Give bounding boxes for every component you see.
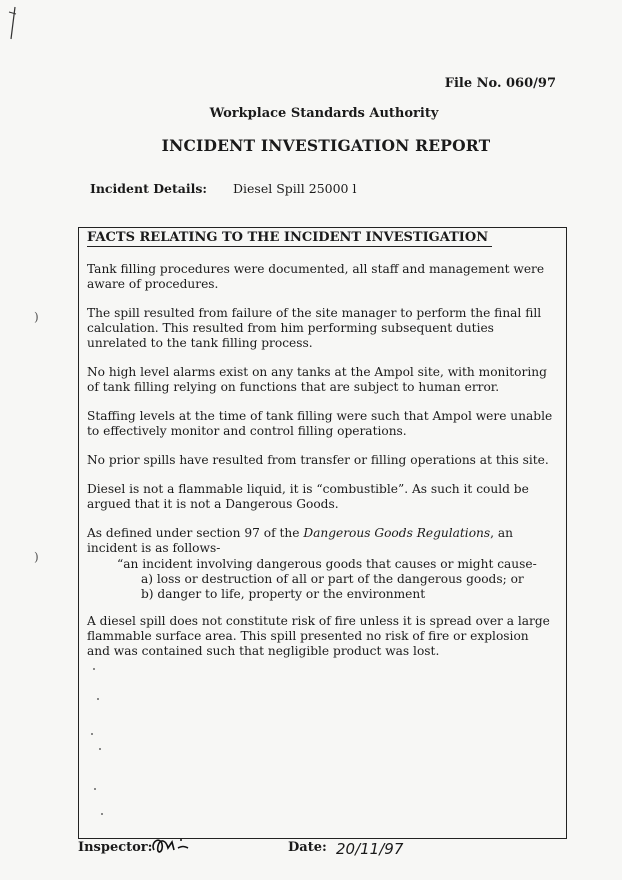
scan-speck xyxy=(91,733,93,735)
file-number: File No. 060/97 xyxy=(444,76,556,91)
fact-paragraph: No high level alarms exist on any tanks at the Ampol site, with monitoring of tank filling relying on functions that are subject to human error. xyxy=(87,365,547,394)
definition-text-end: , an incident is as follows- xyxy=(87,526,514,555)
inspector-label: Inspector: xyxy=(78,840,153,855)
scan-speck xyxy=(93,668,95,670)
fact-paragraph: Staffing levels at the time of tank filling were such that Ampol were unable to effectively monitor and control filling operations. xyxy=(87,409,553,438)
quote-item-a: a) loss or destruction of all or part of the dangerous goods; or xyxy=(141,572,524,586)
pen-mark xyxy=(8,6,18,40)
inspector-signature xyxy=(148,832,198,860)
incident-details xyxy=(90,181,356,196)
scan-speck xyxy=(97,698,99,700)
scan-speck xyxy=(101,813,103,815)
incident-value: Diesel Spill 25000 l xyxy=(233,181,357,196)
authority-name: Workplace Standards Authority xyxy=(209,106,439,121)
regulation-name: Dangerous Goods Regulations xyxy=(303,526,491,540)
regulation-quote xyxy=(117,557,555,602)
fact-paragraph: No prior spills have resulted from transfer or filling operations at this site. xyxy=(87,453,549,467)
fact-paragraph: A diesel spill does not constitute risk of fire unless it is spread over a large flammable surface area. This spill presented no risk of fire or explosion and was contained such that negligible product was lost. xyxy=(87,614,550,658)
date-label: Date: xyxy=(288,840,327,855)
fact-paragraph: Tank filling procedures were documented, all staff and management were aware of procedures. xyxy=(87,262,545,291)
facts-heading: FACTS RELATING TO THE INCIDENT INVESTIGATION xyxy=(87,230,492,247)
incident-label: Incident Details: xyxy=(90,181,208,196)
facts-body xyxy=(87,262,555,673)
fact-paragraph: The spill resulted from failure of the site manager to perform the final fill calculation. This resulted from him performing subsequent duties unrelated to the tank filling process. xyxy=(87,306,542,350)
scan-speck xyxy=(94,788,96,790)
punch-hole-mark: ) xyxy=(34,310,39,324)
fact-paragraph-definition xyxy=(87,526,555,556)
quote-line: “an incident involving dangerous goods that causes or might cause- xyxy=(117,557,537,571)
definition-text: As defined under section 97 of the xyxy=(87,526,304,540)
quote-item-b: b) danger to life, property or the environment xyxy=(141,587,426,601)
punch-hole-mark: ) xyxy=(34,550,39,564)
scan-speck xyxy=(99,748,101,750)
date-value: 20/11/97 xyxy=(336,840,404,858)
report-title: INCIDENT INVESTIGATION REPORT xyxy=(161,136,491,155)
facts-box xyxy=(78,227,567,839)
fact-paragraph: Diesel is not a flammable liquid, it is “combustible”. As such it could be argued that it is not a Dangerous Goods. xyxy=(87,482,529,511)
